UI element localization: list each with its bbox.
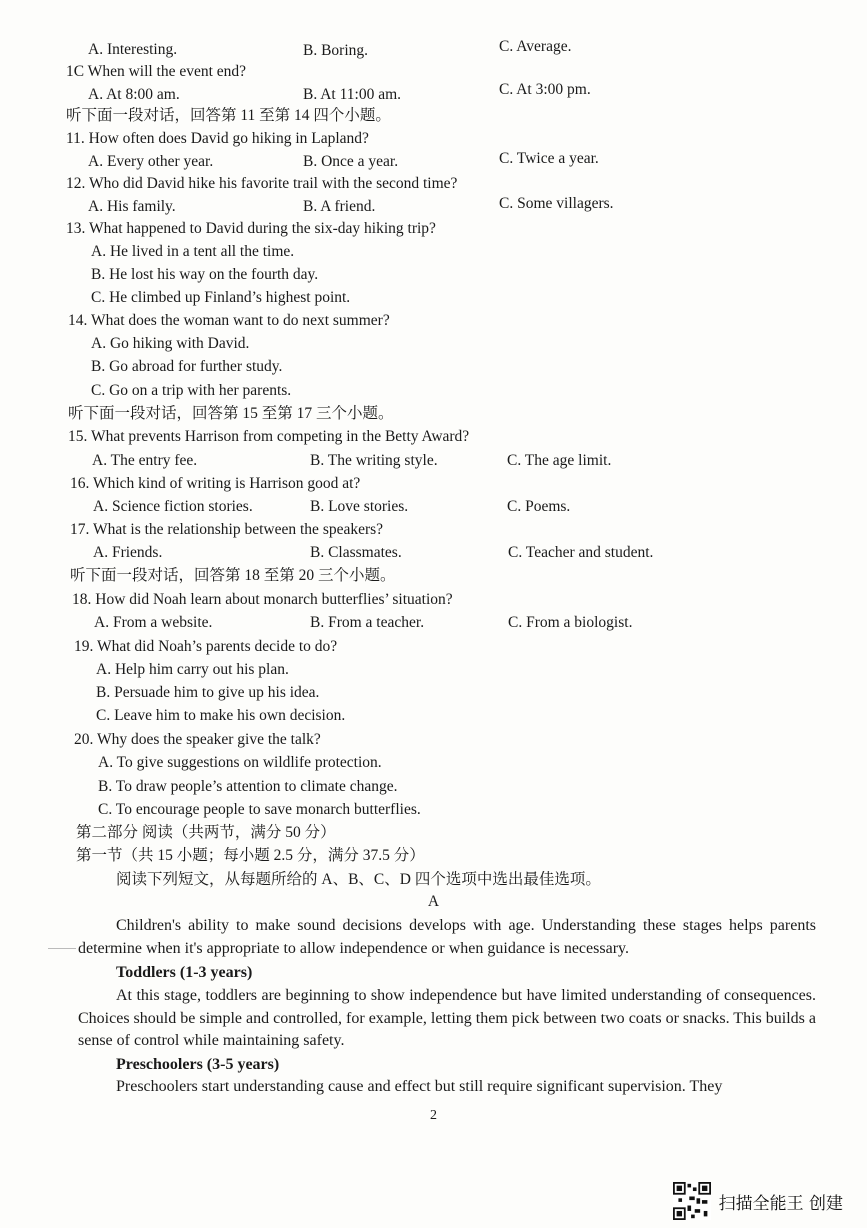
q12-option-b: B. A friend.	[303, 198, 376, 215]
q15-stem: 15. What prevents Harrison from competing in the Betty Award?	[68, 428, 470, 445]
q13-option-c: C. He climbed up Finland’s highest point.	[91, 289, 351, 306]
q10-option-b: B. At 11:00 am.	[303, 86, 402, 103]
q19-option-a: A. Help him carry out his plan.	[96, 661, 289, 678]
q10-option-a: A. At 8:00 am.	[88, 86, 180, 103]
q18-stem: 18. How did Noah learn about monarch butterflies’ situation?	[72, 591, 453, 608]
q19-stem: 19. What did Noah’s parents decide to do?	[74, 638, 338, 655]
q10-stem: 1C When will the event end?	[66, 63, 247, 80]
q14-option-c: C. Go on a trip with her parents.	[91, 382, 292, 399]
scanner-watermark	[673, 1182, 843, 1220]
passage-toddlers-paragraph: At this stage, toddlers are beginning to show independence but have limited understanding of consequences. Choices should be simple and controlled, for example, letting them pick between two coats or snacks. This builds a sense of control while maintaining safety.	[78, 987, 816, 1050]
q9-option-c: C. Average.	[499, 38, 572, 55]
q13-option-a: A. He lived in a tent all the time.	[91, 243, 295, 260]
q9-option-a: A. Interesting.	[88, 41, 178, 58]
q18-option-c: C. From a biologist.	[508, 614, 633, 631]
q17-stem: 17. What is the relationship between the speakers?	[70, 521, 384, 538]
q11-option-a: A. Every other year.	[88, 153, 214, 170]
q17-option-c: C. Teacher and student.	[508, 544, 654, 561]
q17-option-a: A. Friends.	[93, 544, 163, 561]
passage-label: A	[427, 893, 440, 910]
q15-option-c: C. The age limit.	[507, 452, 612, 469]
q11-option-b: B. Once a year.	[303, 153, 399, 170]
q10-option-c: C. At 3:00 pm.	[499, 81, 591, 98]
instruction-15-17: 听下面一段对话，回答第 15 至第 17 三个小题。	[68, 405, 394, 422]
watermark-text: 扫描全能王 创建	[718, 1193, 843, 1214]
q11-option-c: C. Twice a year.	[499, 150, 599, 167]
instruction-18-20: 听下面一段对话，回答第 18 至第 20 三个小题。	[70, 567, 396, 584]
q12-stem: 12. Who did David hike his favorite trail with the second time?	[66, 175, 458, 192]
q17-option-b: B. Classmates.	[310, 544, 402, 561]
q16-stem: 16. Which kind of writing is Harrison good at?	[70, 475, 361, 492]
q16-option-c: C. Poems.	[507, 498, 571, 515]
part2-title: 第二部分 阅读（共两节，满分 50 分）	[76, 824, 336, 841]
passage-heading-preschoolers: Preschoolers (3-5 years)	[116, 1056, 280, 1073]
q12-option-c: C. Some villagers.	[499, 195, 614, 212]
q19-option-c: C. Leave him to make his own decision.	[96, 707, 346, 724]
q11-stem: 11. How often does David go hiking in Lapland?	[66, 130, 369, 147]
q18-option-b: B. From a teacher.	[310, 614, 425, 631]
page-number: 2	[430, 1108, 437, 1123]
instruction-11-14: 听下面一段对话，回答第 11 至第 14 四个小题。	[66, 107, 391, 124]
q9-option-b: B. Boring.	[303, 42, 369, 59]
passage-preschoolers-paragraph: Preschoolers start understanding cause and effect but still require significant supervision. They	[116, 1078, 723, 1095]
section1-title: 第一节（共 15 小题；每小题 2.5 分，满分 37.5 分）	[76, 847, 425, 864]
q15-option-b: B. The writing style.	[310, 452, 438, 469]
q20-stem: 20. Why does the speaker give the talk?	[74, 731, 321, 748]
q13-stem: 13. What happened to David during the six-day hiking trip?	[66, 220, 436, 237]
q15-option-a: A. The entry fee.	[92, 452, 198, 469]
section1-instruction: 阅读下列短文，从每题所给的 A、B、C、D 四个选项中选出最佳选项。	[116, 871, 601, 888]
q18-option-a: A. From a website.	[94, 614, 213, 631]
q13-option-b: B. He lost his way on the fourth day.	[91, 266, 319, 283]
q19-option-b: B. Persuade him to give up his idea.	[96, 684, 320, 701]
passage-intro: Children's ability to make sound decisions develops with age. Understanding these stages helps parents determine when it's appropriate to allow independence or when guidance is necessary.	[78, 917, 816, 957]
qr-code-icon	[673, 1182, 711, 1220]
q20-option-a: A. To give suggestions on wildlife protection.	[98, 754, 382, 771]
q16-option-a: A. Science fiction stories.	[93, 498, 253, 515]
q14-option-a: A. Go hiking with David.	[91, 335, 250, 352]
passage-heading-toddlers: Toddlers (1-3 years)	[116, 964, 253, 981]
q16-option-b: B. Love stories.	[310, 498, 409, 515]
scan-mark	[48, 948, 76, 949]
q20-option-b: B. To draw people’s attention to climate change.	[98, 778, 398, 795]
q12-option-a: A. His family.	[88, 198, 176, 215]
q20-option-c: C. To encourage people to save monarch butterflies.	[98, 801, 421, 818]
q14-option-b: B. Go abroad for further study.	[91, 358, 283, 375]
q14-stem: 14. What does the woman want to do next summer?	[68, 312, 390, 329]
